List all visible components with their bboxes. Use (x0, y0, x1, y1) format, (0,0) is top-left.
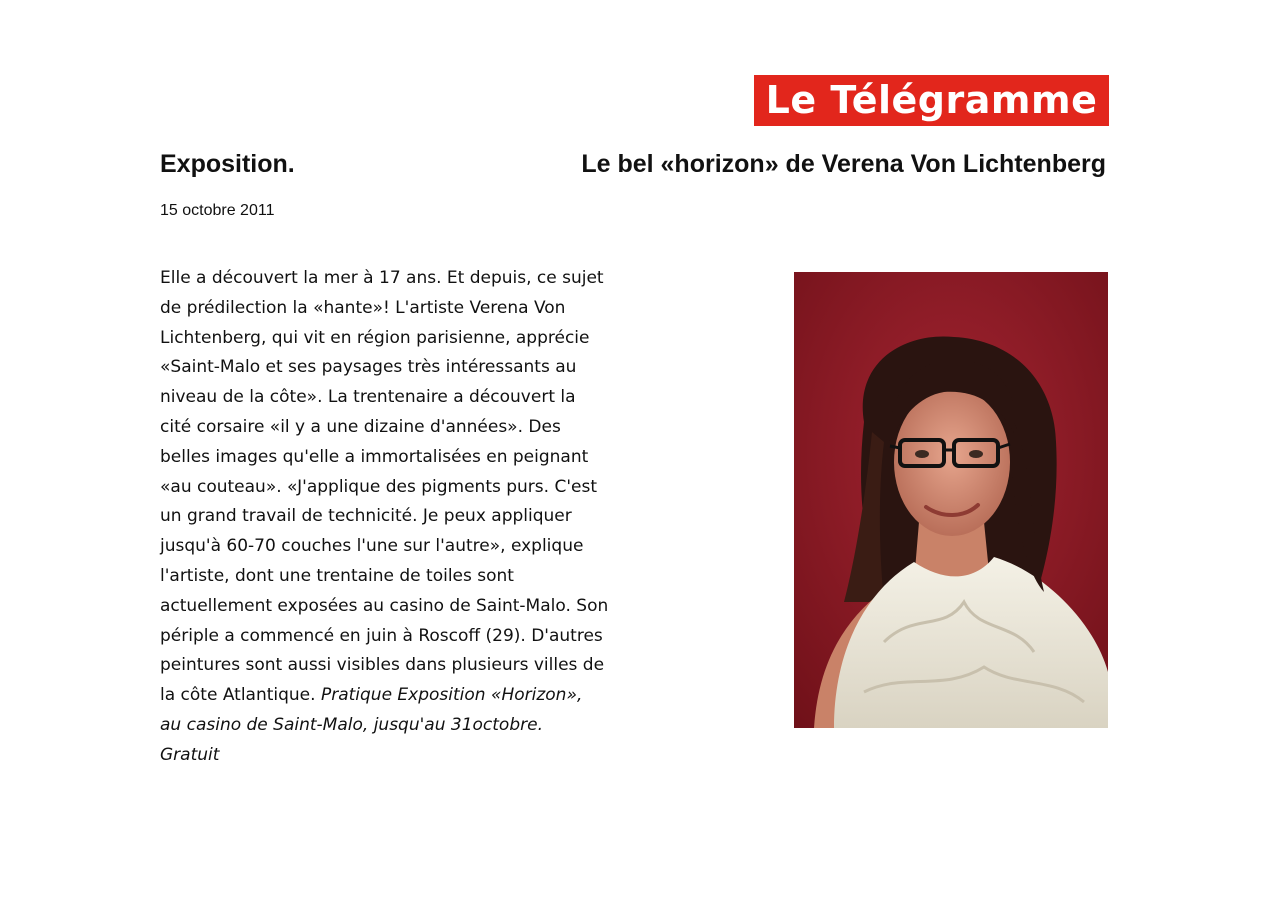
portrait-photo (794, 272, 1108, 728)
body-line: un grand travail de technicité. Je peux appliquer (160, 506, 572, 527)
body-line: jusqu'à 60-70 couches l'une sur l'autre», explique (160, 536, 584, 557)
article-headline: Le bel «horizon» de Verena Von Lichtenberg (581, 150, 1106, 178)
article-rubric: Exposition. (160, 150, 295, 178)
body-line: peintures sont aussi visibles dans plusieurs villes de (160, 655, 605, 676)
body-line: l'artiste, dont une trentaine de toiles sont (160, 565, 514, 586)
practical-info: au casino de Saint-Malo, jusqu'au 31octobre. (160, 714, 543, 735)
article-body (160, 264, 630, 771)
body-line: cité corsaire «il y a une dizaine d'années». Des (160, 416, 561, 437)
body-line-text: la côte Atlantique. (160, 685, 321, 706)
article-date: 15 octobre 2011 (160, 202, 275, 219)
body-line: de prédilection la «hante»! L'artiste Verena Von (160, 297, 566, 318)
body-line: Lichtenberg, qui vit en région parisienne, apprécie (160, 327, 590, 348)
portrait-illustration (794, 272, 1108, 728)
body-line: «Saint-Malo et ses paysages très intéressants au (160, 357, 577, 378)
body-line: belles images qu'elle a immortalisées en peignant (160, 446, 589, 467)
body-line: «au couteau». «J'applique des pigments purs. C'est (160, 476, 597, 497)
practical-info: Gratuit (160, 744, 220, 765)
body-line: périple a commencé en juin à Roscoff (29). D'autres (160, 625, 603, 646)
body-line: actuellement exposées au casino de Saint-Malo. Son (160, 595, 609, 616)
practical-info: Pratique Exposition «Horizon», (320, 685, 583, 706)
body-line: Elle a découvert la mer à 17 ans. Et depuis, ce sujet (160, 268, 604, 288)
newspaper-logo: Le Télégramme (754, 75, 1109, 126)
body-line: niveau de la côte». La trentenaire a découvert la (160, 387, 576, 408)
body-line-last (160, 681, 630, 711)
